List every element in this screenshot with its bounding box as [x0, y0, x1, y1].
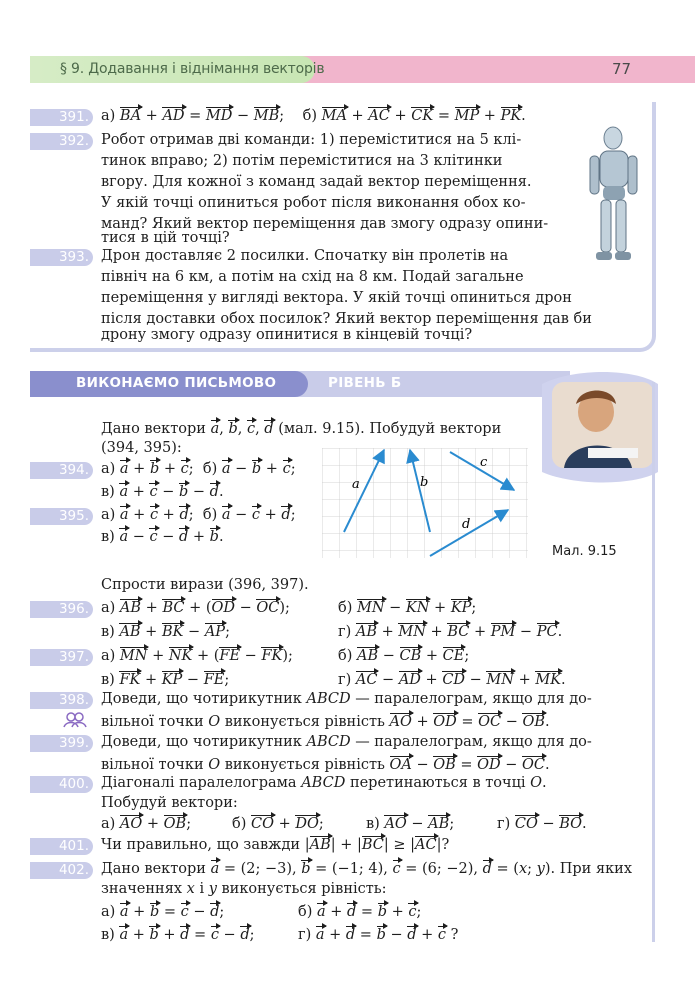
exercise-398-text: Доведи, що чотирикутник ABCD — паралелограм, якщо для до-: [101, 691, 592, 707]
exercise-400-text: б) CO + DO;: [232, 816, 324, 832]
exercise-400-text: в) AO − AB;: [366, 816, 455, 832]
vector-c-label: c: [480, 455, 488, 470]
exercise-392-line: тинок вправо; 2) потім переміститися на 3 клітинки: [101, 153, 503, 169]
exercise-401-text: Чи правильно, що завжди |AB| + |BC| ≥ |AC|?: [101, 837, 450, 853]
exercise-number: 398.: [30, 692, 93, 709]
exercise-393-line: після доставки обох посилок? Який вектор переміщення дав би: [101, 311, 592, 327]
exercise-number: 397.: [30, 649, 93, 666]
exercise-394-text: в) a + c − b − d.: [101, 484, 224, 500]
exercise-397-text: а) MN + NK + (FE − FK);: [101, 648, 293, 664]
exercise-393-line: дрону змогу одразу опинитися в кінцевій точці?: [101, 327, 473, 343]
intro-line: Дано вектори a, b, c, d (мал. 9.15). Побудуй вектори: [101, 421, 502, 437]
exercise-number: 391.: [30, 109, 93, 126]
exercise-number: 393.: [30, 249, 93, 266]
exercise-396-text: а) AB + BC + (OD − OC);: [101, 600, 290, 616]
exercise-number: 400.: [30, 776, 93, 793]
exercise-395-text: в) a − c − d + b.: [101, 529, 224, 545]
right-margin-bar: [652, 382, 655, 942]
page-number: 77: [612, 60, 632, 78]
robot-illustration: [576, 124, 642, 274]
exercise-400-text: Побудуй вектори:: [101, 795, 238, 811]
exercise-number: 402.: [30, 862, 93, 879]
exercise-393-line: Дрон доставляє 2 посилки. Спочатку він пролетів на: [101, 248, 509, 264]
exercise-399-text: Доведи, що чотирикутник ABCD — паралелограм, якщо для до-: [101, 734, 592, 750]
exercise-number: 394.: [30, 462, 93, 479]
vector-a-label: a: [352, 477, 360, 492]
exercise-number: 395.: [30, 508, 93, 525]
group-work-icon: [62, 712, 88, 728]
exercise-398-text: вільної точки O виконується рівність AO + OD = OC − OB.: [101, 714, 550, 730]
exercise-392-line: У якій точці опиниться робот після виконання обох ко-: [101, 195, 526, 211]
exercise-394-text: а) a + b + c; б) a − b + c;: [101, 461, 296, 477]
vector-b-label: b: [420, 475, 429, 490]
exercise-395-text: а) a + c + d; б) a − c + d;: [101, 507, 296, 523]
exercise-397-text: в) FK + KP − FE;: [101, 672, 230, 688]
student-photo: [534, 364, 662, 486]
exercise-400-text: г) CO − BO.: [497, 816, 587, 832]
figure-caption: Мал. 9.15: [552, 544, 617, 559]
vector-grid-figure: [322, 448, 528, 558]
exercise-392-line: вгору. Для кожної з команд задай вектор переміщення.: [101, 174, 532, 190]
exercise-397-text: г) AC − AD + CD − MN + MK.: [338, 672, 566, 688]
exercise-392-line: манд? Який вектор переміщення дав змогу одразу опини-: [101, 216, 549, 232]
exercise-402-text: г) a + d = b − d + c ?: [298, 927, 459, 943]
exercise-391-text: а) BA + AD = MD − MB; б) MA + AC + CK = MP + PK.: [101, 108, 526, 124]
exercise-402-text: Дано вектори a = (2; −3), b = (−1; 4), c = (6; −2), d = (x; y). При яких: [101, 861, 633, 877]
exercise-396-text: в) AB + BK − AP;: [101, 624, 230, 640]
section-band-level: РІВЕНЬ Б: [328, 375, 402, 391]
exercise-number: 399.: [30, 735, 93, 752]
exercise-number: 392.: [30, 133, 93, 150]
exercise-402-text: а) a + b = c − d;: [101, 904, 225, 920]
exercise-400-text: а) AO + OB;: [101, 816, 192, 832]
exercise-393-line: північ на 6 км, а потім на схід на 8 км. Подай загальне: [101, 269, 524, 285]
section-title: § 9. Додавання і віднімання векторів: [60, 61, 325, 77]
exercise-402-text: значеннях x і y виконується рівність:: [101, 881, 387, 897]
exercise-392-line: Робот отримав дві команди: 1) переміститися на 5 клі-: [101, 132, 522, 148]
exercise-402-text: б) a + d = b + c;: [298, 904, 422, 920]
vector-d-label: d: [462, 517, 471, 532]
section-band-title: ВИКОНАЄМО ПИСЬМОВО: [76, 375, 277, 391]
exercise-400-text: Діагоналі паралелограма ABCD перетинаються в точці O.: [101, 775, 547, 791]
exercise-393-line: переміщення у вигляді вектора. У якій точці опиниться дрон: [101, 290, 572, 306]
exercise-392-line: тися в цій точці?: [101, 230, 230, 246]
exercise-number: 396.: [30, 601, 93, 618]
intro-line: (394, 395):: [101, 440, 182, 456]
exercise-402-text: в) a + b + d = c − d;: [101, 927, 255, 943]
exercise-396-text: б) MN − KN + KP;: [338, 600, 477, 616]
exercise-399-text: вільної точки O виконується рівність OA − OB = OD − OC.: [101, 757, 550, 773]
exercise-number: 401.: [30, 838, 93, 855]
exercise-396-text: г) AB + MN + BC + PM − PC.: [338, 624, 563, 640]
exercise-397-text: б) AB − CB + CE;: [338, 648, 470, 664]
simplify-heading: Спрости вирази (396, 397).: [101, 577, 309, 593]
